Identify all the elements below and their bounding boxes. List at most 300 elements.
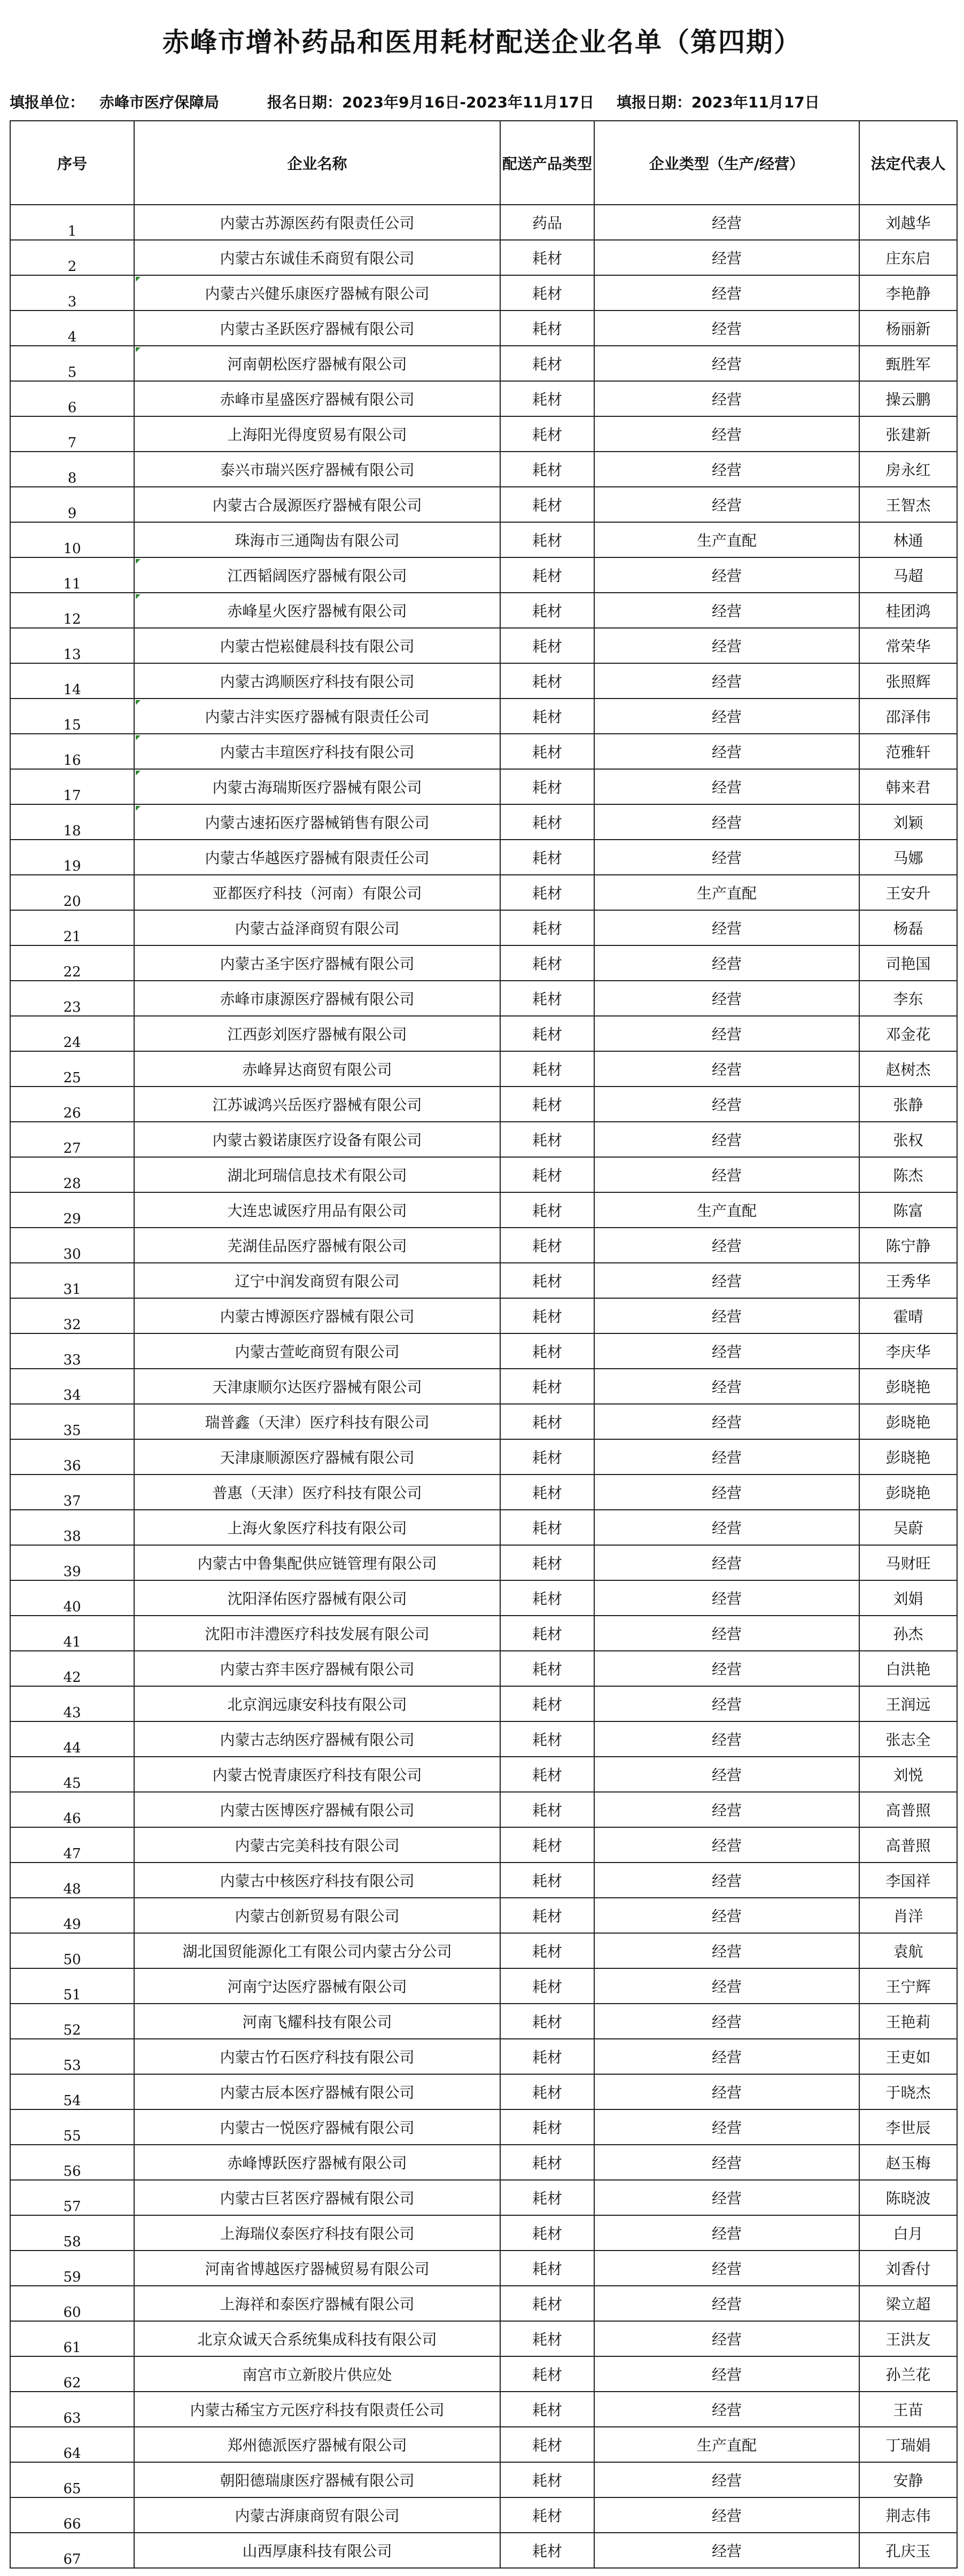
cell-index[interactable] xyxy=(10,1087,134,1122)
cell-index[interactable] xyxy=(10,769,134,804)
cell-company-name[interactable] xyxy=(134,1757,500,1792)
cell-index[interactable] xyxy=(10,1863,134,1898)
cell-legal-rep[interactable] xyxy=(859,769,957,804)
cell-index[interactable] xyxy=(10,1051,134,1087)
cell-company-name[interactable] xyxy=(134,804,500,840)
cell-company-type[interactable] xyxy=(594,1757,859,1792)
cell-company-name[interactable] xyxy=(134,2356,500,2392)
cell-product-type[interactable] xyxy=(500,1192,594,1228)
cell-product-type[interactable] xyxy=(500,205,594,240)
cell-company-name[interactable] xyxy=(134,2109,500,2145)
cell-index[interactable] xyxy=(10,311,134,346)
cell-index[interactable] xyxy=(10,1721,134,1757)
cell-legal-rep[interactable] xyxy=(859,346,957,381)
cell-product-type[interactable] xyxy=(500,769,594,804)
cell-product-type[interactable] xyxy=(500,2356,594,2392)
cell-company-type[interactable] xyxy=(594,840,859,875)
cell-company-name[interactable] xyxy=(134,557,500,593)
cell-product-type[interactable] xyxy=(500,1686,594,1721)
cell-index[interactable] xyxy=(10,381,134,416)
cell-company-name[interactable] xyxy=(134,1439,500,1475)
cell-company-name[interactable] xyxy=(134,628,500,663)
cell-product-type[interactable] xyxy=(500,875,594,910)
cell-product-type[interactable] xyxy=(500,311,594,346)
cell-legal-rep[interactable] xyxy=(859,2004,957,2039)
cell-legal-rep[interactable] xyxy=(859,1686,957,1721)
cell-company-name[interactable] xyxy=(134,1263,500,1298)
cell-company-name[interactable] xyxy=(134,275,500,311)
cell-index[interactable] xyxy=(10,699,134,734)
cell-product-type[interactable] xyxy=(500,2180,594,2215)
cell-legal-rep[interactable] xyxy=(859,2392,957,2427)
cell-company-type[interactable] xyxy=(594,1545,859,1580)
cell-company-type[interactable] xyxy=(594,522,859,557)
cell-product-type[interactable] xyxy=(500,699,594,734)
cell-index[interactable] xyxy=(10,416,134,452)
cell-company-name[interactable] xyxy=(134,487,500,522)
cell-legal-rep[interactable] xyxy=(859,1263,957,1298)
cell-index[interactable] xyxy=(10,734,134,769)
cell-legal-rep[interactable] xyxy=(859,2356,957,2392)
cell-legal-rep[interactable] xyxy=(859,1439,957,1475)
cell-index[interactable] xyxy=(10,1827,134,1863)
cell-company-type[interactable] xyxy=(594,1721,859,1757)
cell-company-name[interactable] xyxy=(134,593,500,628)
cell-company-type[interactable] xyxy=(594,1827,859,1863)
cell-company-name[interactable] xyxy=(134,1580,500,1616)
cell-legal-rep[interactable] xyxy=(859,381,957,416)
cell-product-type[interactable] xyxy=(500,1510,594,1545)
cell-product-type[interactable] xyxy=(500,1228,594,1263)
cell-index[interactable] xyxy=(10,1369,134,1404)
cell-product-type[interactable] xyxy=(500,2321,594,2356)
cell-company-name[interactable] xyxy=(134,205,500,240)
cell-company-type[interactable] xyxy=(594,1933,859,1968)
cell-legal-rep[interactable] xyxy=(859,240,957,275)
cell-product-type[interactable] xyxy=(500,1721,594,1757)
cell-company-type[interactable] xyxy=(594,699,859,734)
cell-legal-rep[interactable] xyxy=(859,1051,957,1087)
cell-index[interactable] xyxy=(10,557,134,593)
cell-company-name[interactable] xyxy=(134,2215,500,2251)
cell-company-type[interactable] xyxy=(594,1228,859,1263)
cell-index[interactable] xyxy=(10,1192,134,1228)
cell-index[interactable] xyxy=(10,981,134,1016)
cell-company-type[interactable] xyxy=(594,452,859,487)
cell-company-name[interactable] xyxy=(134,2251,500,2286)
cell-index[interactable] xyxy=(10,2462,134,2497)
cell-product-type[interactable] xyxy=(500,734,594,769)
cell-company-type[interactable] xyxy=(594,487,859,522)
cell-product-type[interactable] xyxy=(500,1757,594,1792)
cell-legal-rep[interactable] xyxy=(859,2533,957,2568)
cell-index[interactable] xyxy=(10,2427,134,2462)
cell-legal-rep[interactable] xyxy=(859,1157,957,1192)
cell-company-name[interactable] xyxy=(134,840,500,875)
cell-legal-rep[interactable] xyxy=(859,840,957,875)
cell-legal-rep[interactable] xyxy=(859,522,957,557)
cell-product-type[interactable] xyxy=(500,1157,594,1192)
cell-company-type[interactable] xyxy=(594,2180,859,2215)
cell-index[interactable] xyxy=(10,1580,134,1616)
cell-index[interactable] xyxy=(10,1510,134,1545)
cell-index[interactable] xyxy=(10,2109,134,2145)
cell-company-name[interactable] xyxy=(134,1827,500,1863)
cell-company-type[interactable] xyxy=(594,2109,859,2145)
cell-company-name[interactable] xyxy=(134,1333,500,1369)
cell-legal-rep[interactable] xyxy=(859,2215,957,2251)
cell-company-name[interactable] xyxy=(134,416,500,452)
cell-product-type[interactable] xyxy=(500,1051,594,1087)
cell-index[interactable] xyxy=(10,1122,134,1157)
cell-legal-rep[interactable] xyxy=(859,311,957,346)
cell-company-type[interactable] xyxy=(594,2074,859,2109)
cell-legal-rep[interactable] xyxy=(859,628,957,663)
cell-company-name[interactable] xyxy=(134,1122,500,1157)
cell-legal-rep[interactable] xyxy=(859,1757,957,1792)
cell-legal-rep[interactable] xyxy=(859,699,957,734)
cell-company-name[interactable] xyxy=(134,2392,500,2427)
cell-legal-rep[interactable] xyxy=(859,1933,957,1968)
cell-legal-rep[interactable] xyxy=(859,557,957,593)
cell-company-name[interactable] xyxy=(134,2462,500,2497)
cell-company-type[interactable] xyxy=(594,875,859,910)
cell-product-type[interactable] xyxy=(500,1475,594,1510)
cell-product-type[interactable] xyxy=(500,2109,594,2145)
cell-company-name[interactable] xyxy=(134,1192,500,1228)
cell-index[interactable] xyxy=(10,910,134,945)
cell-product-type[interactable] xyxy=(500,1333,594,1369)
cell-product-type[interactable] xyxy=(500,945,594,981)
cell-index[interactable] xyxy=(10,2004,134,2039)
cell-product-type[interactable] xyxy=(500,2004,594,2039)
cell-product-type[interactable] xyxy=(500,1580,594,1616)
cell-index[interactable] xyxy=(10,2215,134,2251)
cell-legal-rep[interactable] xyxy=(859,593,957,628)
cell-company-name[interactable] xyxy=(134,769,500,804)
cell-product-type[interactable] xyxy=(500,1863,594,1898)
cell-company-type[interactable] xyxy=(594,1792,859,1827)
cell-legal-rep[interactable] xyxy=(859,1192,957,1228)
cell-company-name[interactable] xyxy=(134,734,500,769)
cell-legal-rep[interactable] xyxy=(859,734,957,769)
cell-company-name[interactable] xyxy=(134,1686,500,1721)
cell-company-name[interactable] xyxy=(134,1651,500,1686)
cell-index[interactable] xyxy=(10,275,134,311)
cell-company-type[interactable] xyxy=(594,381,859,416)
cell-product-type[interactable] xyxy=(500,1968,594,2004)
cell-legal-rep[interactable] xyxy=(859,1298,957,1333)
cell-legal-rep[interactable] xyxy=(859,1898,957,1933)
cell-company-name[interactable] xyxy=(134,240,500,275)
column-header-company-type[interactable]: 企业类型（生产/经营） xyxy=(594,121,859,205)
cell-company-name[interactable] xyxy=(134,1933,500,1968)
cell-company-type[interactable] xyxy=(594,1616,859,1651)
cell-product-type[interactable] xyxy=(500,416,594,452)
cell-product-type[interactable] xyxy=(500,487,594,522)
cell-company-type[interactable] xyxy=(594,1263,859,1298)
cell-legal-rep[interactable] xyxy=(859,2074,957,2109)
cell-legal-rep[interactable] xyxy=(859,2109,957,2145)
cell-index[interactable] xyxy=(10,804,134,840)
cell-product-type[interactable] xyxy=(500,2074,594,2109)
cell-company-type[interactable] xyxy=(594,1404,859,1439)
cell-company-name[interactable] xyxy=(134,1721,500,1757)
cell-company-type[interactable] xyxy=(594,910,859,945)
cell-company-name[interactable] xyxy=(134,1863,500,1898)
cell-legal-rep[interactable] xyxy=(859,945,957,981)
cell-index[interactable] xyxy=(10,1475,134,1510)
cell-company-name[interactable] xyxy=(134,1298,500,1333)
cell-company-type[interactable] xyxy=(594,2039,859,2074)
cell-index[interactable] xyxy=(10,240,134,275)
cell-company-type[interactable] xyxy=(594,1016,859,1051)
cell-legal-rep[interactable] xyxy=(859,875,957,910)
cell-legal-rep[interactable] xyxy=(859,205,957,240)
column-header-index[interactable]: 序号 xyxy=(10,121,134,205)
cell-index[interactable] xyxy=(10,2286,134,2321)
cell-company-type[interactable] xyxy=(594,1475,859,1510)
cell-company-type[interactable] xyxy=(594,346,859,381)
cell-index[interactable] xyxy=(10,1898,134,1933)
cell-product-type[interactable] xyxy=(500,1404,594,1439)
cell-company-type[interactable] xyxy=(594,2321,859,2356)
cell-product-type[interactable] xyxy=(500,981,594,1016)
cell-legal-rep[interactable] xyxy=(859,804,957,840)
cell-company-type[interactable] xyxy=(594,1122,859,1157)
cell-product-type[interactable] xyxy=(500,804,594,840)
cell-company-type[interactable] xyxy=(594,1298,859,1333)
cell-company-name[interactable] xyxy=(134,2427,500,2462)
cell-product-type[interactable] xyxy=(500,1122,594,1157)
cell-legal-rep[interactable] xyxy=(859,1651,957,1686)
cell-legal-rep[interactable] xyxy=(859,452,957,487)
cell-company-type[interactable] xyxy=(594,2462,859,2497)
cell-legal-rep[interactable] xyxy=(859,1616,957,1651)
cell-product-type[interactable] xyxy=(500,2251,594,2286)
cell-company-type[interactable] xyxy=(594,1157,859,1192)
cell-legal-rep[interactable] xyxy=(859,487,957,522)
cell-index[interactable] xyxy=(10,1298,134,1333)
cell-legal-rep[interactable] xyxy=(859,1228,957,1263)
cell-legal-rep[interactable] xyxy=(859,2321,957,2356)
cell-company-type[interactable] xyxy=(594,2004,859,2039)
column-header-legal-rep[interactable]: 法定代表人 xyxy=(859,121,957,205)
cell-company-type[interactable] xyxy=(594,1051,859,1087)
cell-index[interactable] xyxy=(10,2356,134,2392)
cell-company-name[interactable] xyxy=(134,2180,500,2215)
cell-index[interactable] xyxy=(10,1792,134,1827)
cell-company-type[interactable] xyxy=(594,275,859,311)
cell-product-type[interactable] xyxy=(500,1792,594,1827)
cell-index[interactable] xyxy=(10,875,134,910)
cell-product-type[interactable] xyxy=(500,1545,594,1580)
cell-product-type[interactable] xyxy=(500,2145,594,2180)
cell-legal-rep[interactable] xyxy=(859,2427,957,2462)
cell-company-name[interactable] xyxy=(134,2074,500,2109)
cell-product-type[interactable] xyxy=(500,1827,594,1863)
cell-legal-rep[interactable] xyxy=(859,910,957,945)
cell-company-type[interactable] xyxy=(594,769,859,804)
cell-legal-rep[interactable] xyxy=(859,663,957,699)
cell-company-name[interactable] xyxy=(134,2039,500,2074)
cell-index[interactable] xyxy=(10,1404,134,1439)
cell-company-name[interactable] xyxy=(134,2497,500,2533)
cell-product-type[interactable] xyxy=(500,1651,594,1686)
cell-company-type[interactable] xyxy=(594,663,859,699)
cell-company-type[interactable] xyxy=(594,1863,859,1898)
cell-company-type[interactable] xyxy=(594,945,859,981)
cell-product-type[interactable] xyxy=(500,1263,594,1298)
cell-index[interactable] xyxy=(10,593,134,628)
cell-product-type[interactable] xyxy=(500,2215,594,2251)
cell-product-type[interactable] xyxy=(500,2286,594,2321)
cell-legal-rep[interactable] xyxy=(859,2462,957,2497)
cell-index[interactable] xyxy=(10,1228,134,1263)
cell-company-type[interactable] xyxy=(594,1439,859,1475)
cell-company-name[interactable] xyxy=(134,910,500,945)
cell-company-name[interactable] xyxy=(134,1016,500,1051)
cell-legal-rep[interactable] xyxy=(859,1510,957,1545)
cell-company-type[interactable] xyxy=(594,628,859,663)
cell-index[interactable] xyxy=(10,2321,134,2356)
cell-product-type[interactable] xyxy=(500,2039,594,2074)
cell-index[interactable] xyxy=(10,1651,134,1686)
cell-legal-rep[interactable] xyxy=(859,1827,957,1863)
cell-company-name[interactable] xyxy=(134,945,500,981)
cell-product-type[interactable] xyxy=(500,910,594,945)
cell-company-name[interactable] xyxy=(134,1157,500,1192)
cell-product-type[interactable] xyxy=(500,2427,594,2462)
cell-company-name[interactable] xyxy=(134,522,500,557)
cell-company-name[interactable] xyxy=(134,1545,500,1580)
cell-company-name[interactable] xyxy=(134,1968,500,2004)
cell-legal-rep[interactable] xyxy=(859,1333,957,1369)
cell-product-type[interactable] xyxy=(500,557,594,593)
cell-company-name[interactable] xyxy=(134,1475,500,1510)
cell-index[interactable] xyxy=(10,840,134,875)
cell-company-name[interactable] xyxy=(134,381,500,416)
cell-product-type[interactable] xyxy=(500,2533,594,2568)
cell-company-name[interactable] xyxy=(134,1087,500,1122)
cell-company-name[interactable] xyxy=(134,1510,500,1545)
cell-index[interactable] xyxy=(10,452,134,487)
cell-company-name[interactable] xyxy=(134,875,500,910)
cell-index[interactable] xyxy=(10,2039,134,2074)
cell-legal-rep[interactable] xyxy=(859,2286,957,2321)
cell-index[interactable] xyxy=(10,2074,134,2109)
cell-company-type[interactable] xyxy=(594,1369,859,1404)
cell-product-type[interactable] xyxy=(500,1616,594,1651)
cell-index[interactable] xyxy=(10,346,134,381)
cell-index[interactable] xyxy=(10,1933,134,1968)
cell-index[interactable] xyxy=(10,663,134,699)
cell-company-name[interactable] xyxy=(134,2286,500,2321)
cell-company-name[interactable] xyxy=(134,346,500,381)
cell-legal-rep[interactable] xyxy=(859,1863,957,1898)
cell-legal-rep[interactable] xyxy=(859,1122,957,1157)
cell-index[interactable] xyxy=(10,1439,134,1475)
cell-company-type[interactable] xyxy=(594,804,859,840)
cell-company-type[interactable] xyxy=(594,1087,859,1122)
cell-index[interactable] xyxy=(10,1968,134,2004)
cell-company-type[interactable] xyxy=(594,1192,859,1228)
cell-company-name[interactable] xyxy=(134,1228,500,1263)
cell-legal-rep[interactable] xyxy=(859,1087,957,1122)
cell-index[interactable] xyxy=(10,1616,134,1651)
cell-product-type[interactable] xyxy=(500,1898,594,1933)
cell-product-type[interactable] xyxy=(500,663,594,699)
cell-index[interactable] xyxy=(10,522,134,557)
cell-company-name[interactable] xyxy=(134,1051,500,1087)
cell-product-type[interactable] xyxy=(500,628,594,663)
cell-company-type[interactable] xyxy=(594,2356,859,2392)
cell-index[interactable] xyxy=(10,1545,134,1580)
cell-index[interactable] xyxy=(10,2145,134,2180)
cell-company-type[interactable] xyxy=(594,2427,859,2462)
cell-legal-rep[interactable] xyxy=(859,1792,957,1827)
cell-index[interactable] xyxy=(10,2251,134,2286)
cell-legal-rep[interactable] xyxy=(859,2251,957,2286)
cell-product-type[interactable] xyxy=(500,240,594,275)
cell-index[interactable] xyxy=(10,1157,134,1192)
cell-product-type[interactable] xyxy=(500,2497,594,2533)
cell-legal-rep[interactable] xyxy=(859,2180,957,2215)
cell-legal-rep[interactable] xyxy=(859,2497,957,2533)
cell-company-name[interactable] xyxy=(134,1369,500,1404)
cell-legal-rep[interactable] xyxy=(859,981,957,1016)
cell-company-type[interactable] xyxy=(594,1651,859,1686)
cell-legal-rep[interactable] xyxy=(859,2145,957,2180)
cell-index[interactable] xyxy=(10,2392,134,2427)
column-header-product-type[interactable]: 配送产品类型 xyxy=(500,121,594,205)
cell-product-type[interactable] xyxy=(500,1298,594,1333)
cell-company-name[interactable] xyxy=(134,981,500,1016)
cell-legal-rep[interactable] xyxy=(859,2039,957,2074)
cell-index[interactable] xyxy=(10,1686,134,1721)
cell-product-type[interactable] xyxy=(500,522,594,557)
cell-company-name[interactable] xyxy=(134,699,500,734)
cell-index[interactable] xyxy=(10,2180,134,2215)
cell-company-type[interactable] xyxy=(594,2145,859,2180)
cell-company-name[interactable] xyxy=(134,1792,500,1827)
cell-legal-rep[interactable] xyxy=(859,1369,957,1404)
cell-company-name[interactable] xyxy=(134,2145,500,2180)
cell-legal-rep[interactable] xyxy=(859,275,957,311)
cell-company-name[interactable] xyxy=(134,1616,500,1651)
cell-company-name[interactable] xyxy=(134,2004,500,2039)
cell-company-name[interactable] xyxy=(134,2321,500,2356)
cell-product-type[interactable] xyxy=(500,840,594,875)
cell-legal-rep[interactable] xyxy=(859,416,957,452)
cell-index[interactable] xyxy=(10,2497,134,2533)
cell-company-type[interactable] xyxy=(594,1510,859,1545)
cell-company-type[interactable] xyxy=(594,1898,859,1933)
cell-index[interactable] xyxy=(10,205,134,240)
cell-company-type[interactable] xyxy=(594,311,859,346)
cell-index[interactable] xyxy=(10,1757,134,1792)
cell-company-type[interactable] xyxy=(594,1333,859,1369)
cell-index[interactable] xyxy=(10,945,134,981)
cell-product-type[interactable] xyxy=(500,452,594,487)
cell-company-name[interactable] xyxy=(134,663,500,699)
cell-legal-rep[interactable] xyxy=(859,1580,957,1616)
cell-product-type[interactable] xyxy=(500,2392,594,2427)
cell-product-type[interactable] xyxy=(500,1087,594,1122)
cell-company-type[interactable] xyxy=(594,2215,859,2251)
cell-company-type[interactable] xyxy=(594,981,859,1016)
cell-company-type[interactable] xyxy=(594,240,859,275)
